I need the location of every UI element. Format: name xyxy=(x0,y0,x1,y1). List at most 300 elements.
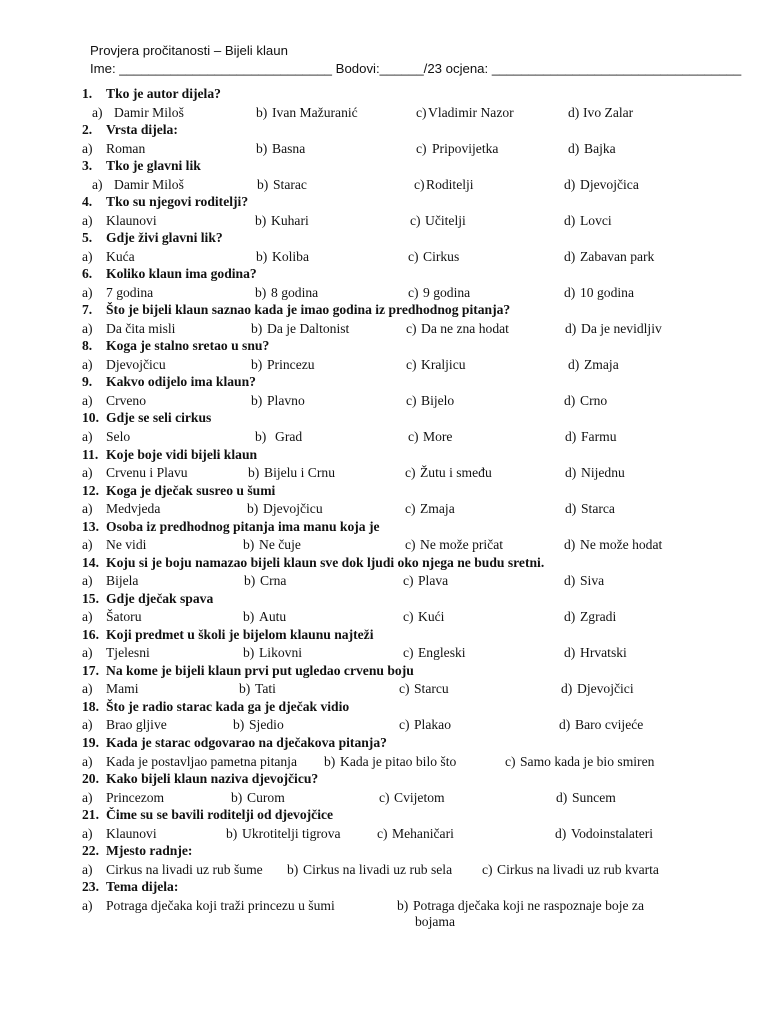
answer-option xyxy=(255,285,318,301)
option-text: Engleski xyxy=(418,645,466,661)
option-text: Ne čuje xyxy=(259,537,301,553)
question-text: Gdje živi glavni lik? xyxy=(106,230,223,246)
option-letter: c) xyxy=(406,356,417,372)
option-text: Nijednu xyxy=(581,465,625,481)
option-text: Da je nevidljiv xyxy=(581,320,662,336)
option-text: Crvenu i Plavu xyxy=(106,465,188,481)
question-text: Koliko klaun ima godina? xyxy=(106,266,257,282)
option-letter: b) xyxy=(256,104,268,120)
answer-option xyxy=(82,537,146,553)
answer-option xyxy=(564,213,612,229)
answer-option xyxy=(568,105,633,121)
answer-option xyxy=(410,213,466,229)
option-text: Cirkus na livadi uz rub kvarta xyxy=(497,861,659,877)
answer-option xyxy=(408,249,459,265)
option-text: Samo kada je bio smiren xyxy=(520,753,655,769)
answer-option xyxy=(565,321,662,337)
option-text: Lovci xyxy=(580,212,612,228)
answer-option xyxy=(255,429,302,445)
option-text: Siva xyxy=(580,573,605,589)
option-letter: b) xyxy=(243,645,255,661)
question-number: 15. xyxy=(82,590,99,606)
option-text: Pripovijetka xyxy=(432,140,499,156)
answer-option xyxy=(377,826,454,842)
option-text: Zabavan park xyxy=(580,248,655,264)
option-text: Učitelji xyxy=(425,212,466,228)
option-letter: b) xyxy=(243,609,255,625)
option-letter: c) xyxy=(410,212,421,228)
option-letter: d) xyxy=(559,717,571,733)
answer-option xyxy=(82,717,167,733)
option-text: Ivan Mažuranić xyxy=(272,104,358,120)
option-letter: d) xyxy=(564,537,576,553)
answer-option xyxy=(561,681,634,697)
question-number: 20. xyxy=(82,770,99,786)
option-letter: b) xyxy=(251,393,263,408)
answer-option xyxy=(243,537,301,553)
option-letter: c) xyxy=(399,717,410,733)
option-text: Cirkus xyxy=(423,248,460,264)
answer-option xyxy=(82,357,166,373)
option-text: Sjedio xyxy=(249,717,284,733)
answer-option xyxy=(239,681,276,697)
answer-option xyxy=(482,862,659,878)
option-text: Kada je postavljao pametna pitanja xyxy=(106,753,297,769)
answer-option xyxy=(256,249,309,265)
answer-option xyxy=(406,393,454,409)
answer-option xyxy=(416,105,514,121)
option-letter: b) xyxy=(397,897,409,913)
option-text: Tjelesni xyxy=(106,645,150,661)
option-text: Starca xyxy=(581,501,615,517)
option-letter: d) xyxy=(568,140,580,156)
option-text: Bijela xyxy=(106,573,139,589)
question-10 xyxy=(82,410,211,426)
option-letter: b) xyxy=(231,789,243,805)
question-4 xyxy=(82,194,248,210)
option-letter: d) xyxy=(568,356,580,372)
option-letter: d) xyxy=(564,609,576,625)
option-letter: a) xyxy=(82,789,93,805)
option-letter: d) xyxy=(556,789,568,805)
worksheet-title: Provjera pročitanosti – Bijeli klaun xyxy=(90,43,288,58)
answer-option xyxy=(82,645,150,661)
option-text: Zmaja xyxy=(584,356,619,372)
option-text: Kada je pitao bilo što xyxy=(340,753,457,769)
option-letter: a) xyxy=(82,429,93,445)
option-letter: b) xyxy=(251,320,263,336)
answer-option xyxy=(403,645,466,661)
answer-option xyxy=(406,321,509,337)
option-letter: c) xyxy=(405,501,416,517)
name-points-grade-fields: Ime: _____________________________ Bodovi:______/23 ocjena: __________________________________ xyxy=(90,61,742,76)
question-3 xyxy=(82,158,201,174)
answer-option xyxy=(564,609,616,625)
option-letter: c) xyxy=(399,681,410,697)
option-text: Plavno xyxy=(267,393,305,408)
question-14 xyxy=(82,555,544,571)
question-number: 8. xyxy=(82,338,93,354)
answer-option xyxy=(405,465,492,481)
option-text: Plava xyxy=(418,573,449,589)
question-13 xyxy=(82,519,380,535)
option-text: Starcu xyxy=(414,681,449,697)
answer-option xyxy=(405,537,503,553)
answer-option xyxy=(82,754,297,770)
question-15 xyxy=(82,591,213,607)
answer-option xyxy=(243,609,286,625)
option-letter: a) xyxy=(82,320,93,336)
option-text: Djevojčicu xyxy=(263,501,323,517)
option-text: Plakao xyxy=(414,717,451,733)
option-letter: b) xyxy=(247,501,259,517)
option-text: 9 godina xyxy=(423,284,471,300)
option-text: Ne može hodat xyxy=(580,537,663,553)
answer-option xyxy=(399,681,449,697)
option-letter: b) xyxy=(226,825,238,841)
answer-option xyxy=(92,177,184,193)
question-text: Koji predmet u školi je bijelom klaunu najteži xyxy=(106,626,374,642)
question-number: 2. xyxy=(82,122,93,138)
option-letter: b) xyxy=(251,356,263,372)
question-20 xyxy=(82,771,318,787)
answer-option xyxy=(399,717,451,733)
option-text: Medvjeda xyxy=(106,501,161,517)
option-letter: a) xyxy=(82,537,93,553)
option-letter: b) xyxy=(256,248,268,264)
question-number: 12. xyxy=(82,482,99,498)
option-letter: c) xyxy=(377,825,388,841)
option-letter: a) xyxy=(82,501,93,517)
question-text: Kada je starac odgovarao na dječakova pitanja? xyxy=(106,734,387,750)
answer-option xyxy=(251,321,349,337)
option-letter: c) xyxy=(379,789,390,805)
option-text: Ne može pričat xyxy=(420,537,504,553)
answer-option xyxy=(82,573,138,589)
answer-option xyxy=(251,357,315,373)
question-text: Na kome je bijeli klaun prvi put ugledao crvenu boju xyxy=(106,662,414,678)
answer-option xyxy=(255,213,309,229)
option-text: Kući xyxy=(418,609,445,625)
option-text: Selo xyxy=(106,429,131,445)
answer-option xyxy=(82,213,157,229)
option-text: bojama xyxy=(415,914,456,930)
option-text: Vodoinstalateri xyxy=(571,825,654,841)
option-text: Bijelo xyxy=(421,393,455,408)
question-19 xyxy=(82,735,387,751)
question-21 xyxy=(82,807,333,823)
question-text: Tko je autor dijela? xyxy=(106,86,221,101)
option-text: 7 godina xyxy=(106,284,154,300)
option-text: Cvijetom xyxy=(394,789,445,805)
question-text: Koje boje vidi bijeli klaun xyxy=(106,446,258,462)
question-text: Mjesto radnje: xyxy=(106,843,193,859)
answer-option xyxy=(415,914,455,930)
question-text: Vrsta dijela: xyxy=(106,122,178,138)
question-text: Što je bijeli klaun saznao kada je imao godina iz predhodnog pitanja? xyxy=(106,302,511,318)
answer-option xyxy=(82,465,188,481)
question-text: Tko su njegovi roditelji? xyxy=(106,194,249,210)
question-number: 22. xyxy=(82,843,99,859)
option-letter: d) xyxy=(565,429,577,445)
option-letter: b) xyxy=(255,284,267,300)
question-text: Tko je glavni lik xyxy=(106,158,201,174)
option-text: Likovni xyxy=(259,645,303,661)
answer-option xyxy=(247,501,323,517)
question-18 xyxy=(82,699,349,715)
answer-option xyxy=(256,141,305,157)
option-text: Hrvatski xyxy=(580,645,627,661)
question-1 xyxy=(82,86,221,102)
answer-option xyxy=(397,898,644,914)
question-number: 19. xyxy=(82,734,99,750)
option-text: Djevojčicu xyxy=(106,356,166,372)
answer-option xyxy=(256,105,358,121)
option-letter: c) xyxy=(403,645,414,661)
option-text: Damir Miloš xyxy=(114,176,184,192)
question-number: 11. xyxy=(82,446,99,462)
answer-option xyxy=(555,826,653,842)
option-text: Princezu xyxy=(267,356,315,372)
option-letter: c) xyxy=(414,176,425,192)
option-text: Starac xyxy=(273,176,307,192)
option-text: Da ne zna hodat xyxy=(421,320,509,336)
option-text: Ukrotitelji tigrova xyxy=(242,825,341,841)
question-number: 21. xyxy=(82,807,99,822)
answer-option xyxy=(564,645,627,661)
answer-option xyxy=(287,862,452,878)
option-letter: c) xyxy=(408,429,419,445)
option-text: Bajka xyxy=(584,140,616,156)
answer-option xyxy=(82,321,175,337)
option-text: Crna xyxy=(260,573,287,589)
option-text: Roman xyxy=(106,140,146,156)
question-number: 1. xyxy=(82,86,93,101)
option-letter: a) xyxy=(82,284,93,300)
option-text: Baro cvijeće xyxy=(575,717,644,733)
option-letter: c) xyxy=(416,104,427,120)
option-text: Žutu i smeđu xyxy=(420,465,492,481)
answer-option xyxy=(565,465,625,481)
option-letter: b) xyxy=(233,717,245,733)
option-text: Farmu xyxy=(581,429,617,445)
answer-option xyxy=(82,898,335,914)
question-number: 16. xyxy=(82,626,99,642)
option-letter: a) xyxy=(82,753,93,769)
question-number: 13. xyxy=(82,518,99,534)
answer-option xyxy=(564,285,634,301)
option-text: Potraga dječaka koji ne raspoznaje boje za xyxy=(413,897,644,913)
option-text: Djevojčica xyxy=(580,176,639,192)
option-letter: a) xyxy=(82,248,93,264)
answer-option xyxy=(82,249,135,265)
option-text: Suncem xyxy=(572,789,616,805)
option-text: Crveno xyxy=(106,393,147,408)
question-number: 7. xyxy=(82,302,93,318)
option-text: Tati xyxy=(255,681,276,697)
question-23 xyxy=(82,879,178,895)
question-text: Koju si je boju namazao bijeli klaun sve dok ljudi oko njega ne budu sretni. xyxy=(106,554,545,570)
question-number: 6. xyxy=(82,266,93,282)
option-letter: d) xyxy=(564,645,576,661)
option-text: Šatoru xyxy=(106,609,142,625)
option-letter: a) xyxy=(82,140,93,156)
question-text: Koga je dječak susreo u šumi xyxy=(106,482,276,498)
option-letter: a) xyxy=(82,609,93,625)
answer-option xyxy=(408,285,470,301)
option-text: Cirkus na livadi uz rub šume xyxy=(106,861,263,877)
option-letter: d) xyxy=(564,176,576,192)
question-11 xyxy=(82,447,257,463)
answer-option xyxy=(379,790,445,806)
option-text: Curom xyxy=(247,789,285,805)
option-letter: b) xyxy=(255,429,267,445)
option-text: 8 godina xyxy=(271,284,319,300)
answer-option xyxy=(82,609,142,625)
question-text: Tema dijela: xyxy=(106,879,179,895)
option-text: Da je Daltonist xyxy=(267,320,350,336)
answer-option xyxy=(408,429,452,445)
answer-option xyxy=(568,357,619,373)
option-letter: c) xyxy=(505,753,516,769)
option-letter: c) xyxy=(408,248,419,264)
option-letter: b) xyxy=(239,681,251,697)
answer-option xyxy=(82,826,157,842)
option-text: Mehaničari xyxy=(392,825,454,841)
option-letter: a) xyxy=(92,176,103,192)
option-letter: b) xyxy=(244,573,256,589)
option-text: Djevojčici xyxy=(577,681,634,697)
answer-option xyxy=(564,393,607,409)
option-text: Zgradi xyxy=(580,609,617,625)
answer-option xyxy=(403,609,444,625)
option-text: Klaunovi xyxy=(106,212,157,228)
option-letter: d) xyxy=(565,320,577,336)
option-letter: a) xyxy=(82,573,93,589)
option-text: Damir Miloš xyxy=(114,104,184,120)
answer-option xyxy=(233,717,284,733)
question-6 xyxy=(82,266,257,282)
answer-option xyxy=(405,501,455,517)
answer-option xyxy=(257,177,307,193)
answer-option xyxy=(82,141,145,157)
option-text: Grad xyxy=(275,429,303,445)
question-17 xyxy=(82,663,414,679)
option-letter: c) xyxy=(482,861,493,877)
question-number: 10. xyxy=(82,410,99,426)
option-text: Princezom xyxy=(106,789,165,805)
option-letter: d) xyxy=(561,681,573,697)
option-letter: c) xyxy=(403,573,414,589)
option-letter: d) xyxy=(555,825,567,841)
option-text: Koliba xyxy=(272,248,309,264)
question-text: Kako bijeli klaun naziva djevojčicu? xyxy=(106,770,319,786)
question-text: Kakvo odijelo ima klaun? xyxy=(106,374,256,390)
question-number: 5. xyxy=(82,230,93,246)
question-number: 17. xyxy=(82,662,99,678)
question-2 xyxy=(82,122,178,138)
option-text: Ne vidi xyxy=(106,537,147,553)
option-text: Cirkus na livadi uz rub sela xyxy=(303,861,453,877)
option-text: Ivo Zalar xyxy=(583,104,634,120)
option-letter: c) xyxy=(416,140,427,156)
question-number: 14. xyxy=(82,554,99,570)
answer-option xyxy=(92,105,184,121)
option-text: Bijelu i Crnu xyxy=(264,465,335,481)
option-letter: a) xyxy=(82,681,93,697)
question-number: 3. xyxy=(82,158,93,174)
answer-option xyxy=(564,537,662,553)
answer-option xyxy=(82,862,263,878)
answer-option xyxy=(243,645,302,661)
answer-option xyxy=(556,790,616,806)
option-letter: a) xyxy=(82,356,93,372)
option-letter: b) xyxy=(257,176,269,192)
question-22 xyxy=(82,843,192,859)
option-letter: c) xyxy=(406,320,417,336)
question-5 xyxy=(82,230,223,246)
option-letter: b) xyxy=(256,140,268,156)
option-letter: c) xyxy=(406,393,417,408)
answer-option xyxy=(564,177,639,193)
option-text: Roditelji xyxy=(426,176,474,192)
question-9 xyxy=(82,374,256,390)
answer-option xyxy=(226,826,341,842)
option-letter: a) xyxy=(92,104,103,120)
option-text: Mami xyxy=(106,681,139,697)
answer-option xyxy=(82,285,153,301)
option-letter: b) xyxy=(243,537,255,553)
option-letter: b) xyxy=(248,465,260,481)
option-text: Basna xyxy=(272,140,306,156)
question-text: Čime su se bavili roditelji od djevojčice xyxy=(106,807,334,822)
option-text: Da čita misli xyxy=(106,320,176,336)
question-text: Što je radio starac kada ga je dječak vidio xyxy=(106,698,350,714)
answer-option xyxy=(416,141,498,157)
option-text: Crno xyxy=(580,393,608,408)
option-letter: a) xyxy=(82,861,93,877)
option-letter: b) xyxy=(255,212,267,228)
option-letter: d) xyxy=(568,104,580,120)
answer-option xyxy=(559,717,643,733)
option-text: 10 godina xyxy=(580,284,634,300)
question-number: 4. xyxy=(82,194,93,210)
option-text: Kuća xyxy=(106,248,135,264)
option-letter: d) xyxy=(564,284,576,300)
question-text: Gdje se seli cirkus xyxy=(106,410,212,426)
answer-option xyxy=(231,790,285,806)
option-letter: c) xyxy=(408,284,419,300)
option-text: Vladimir Nazor xyxy=(428,104,514,120)
option-letter: b) xyxy=(324,753,336,769)
option-text: Kuhari xyxy=(271,212,309,228)
answer-option xyxy=(414,177,474,193)
question-text: Gdje dječak spava xyxy=(106,590,214,606)
answer-option xyxy=(324,754,456,770)
question-text: Koga je stalno sretao u snu? xyxy=(106,338,270,354)
answer-option xyxy=(406,357,466,373)
option-text: Kraljicu xyxy=(421,356,466,372)
answer-option xyxy=(82,393,146,409)
question-number: 18. xyxy=(82,698,99,714)
question-text: Osoba iz predhodnog pitanja ima manu koja je xyxy=(106,518,380,534)
answer-option xyxy=(82,429,130,445)
answer-option xyxy=(565,501,615,517)
option-letter: a) xyxy=(82,465,93,481)
question-16 xyxy=(82,627,373,643)
option-letter: a) xyxy=(82,645,93,661)
option-text: Autu xyxy=(259,609,287,625)
